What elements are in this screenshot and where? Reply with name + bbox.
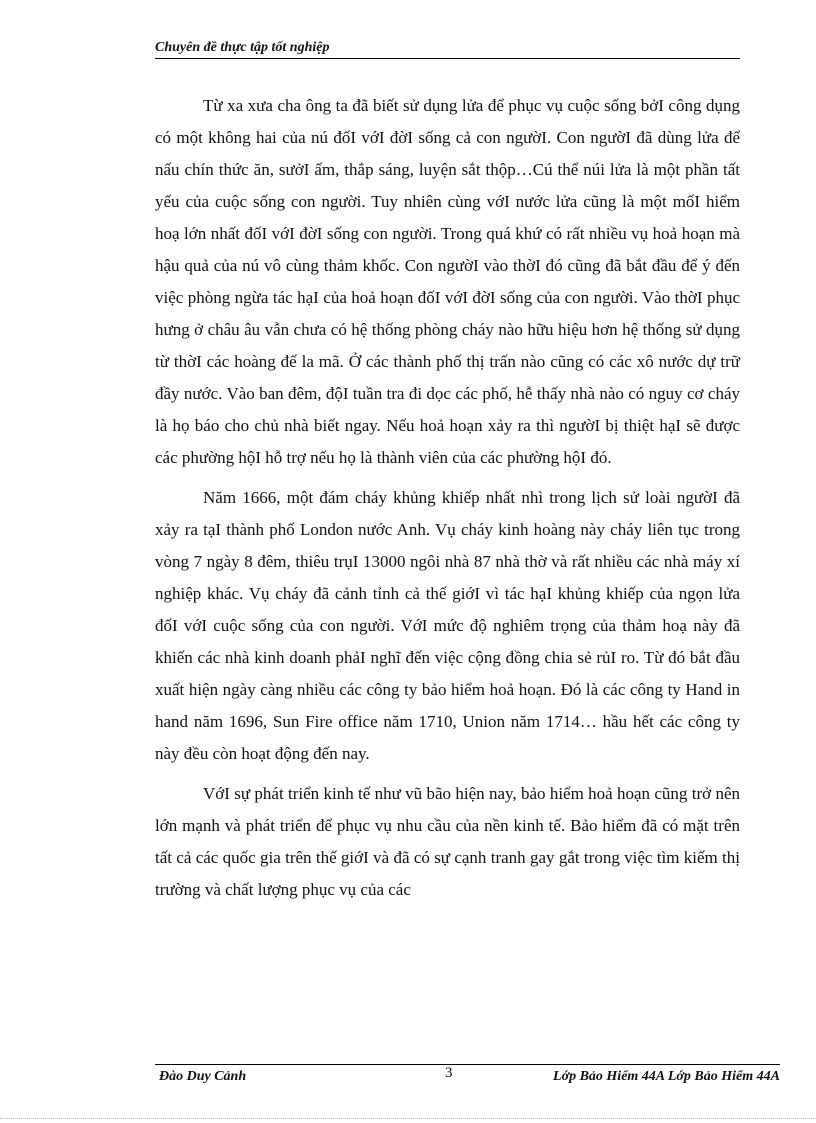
footer-author: Đào Duy Cảnh [159, 1069, 247, 1084]
footer-class-label: Lớp Bảo Hiểm 44A Lớp Bảo Hiểm 44A [553, 1069, 780, 1084]
document-body [155, 90, 740, 914]
page-edge-divider [0, 1118, 816, 1119]
paragraph-1: Từ xa xưa cha ông ta đã biết sử dụng lửa để phục vụ cuộc sống bởI công dụng có một không hai của nú đốI vớI đờI sống cả con ngườI. Con ngườI đã dùng lửa để nấu chín thức ăn, sưởI ấm, thắp sáng, luyện sắt thộp…Cú thể núi lửa là một phần tất yếu của cuộc sống con người. Tuy nhiên cùng vớI nước lửa cũng là một mốI hiểm hoạ lớn nhất đốI vớI đờI sống con người. Trong quá khứ có rất nhiều vụ hoả hoạn mà hậu quả của nú vô cùng thảm khốc. Con ngườI vào thờI đó cũng đã bắt đầu để ý đến việc phòng ngừa tác hạI của hoả hoạn đốI vớI đờI sống của con người. Vào thờI phục hưng ở châu âu vẫn chưa có hệ thống phòng cháy nào hữu hiệu hơn hệ thống sử dụng từ thờI các hoàng đế la mã. Ở các thành phố thị trấn nào cũng có các xô nước dự trữ đầy nước. Vào ban đêm, độI tuần tra đi dọc các phố, hễ thấy nhà nào có nguy cơ cháy là họ báo cho chủ nhà biết ngay. Nếu hoả hoạn xảy ra thì ngườI bị thiệt hạI sẽ được các phường hộI hỗ trợ nếu họ là thành viên của các phường hộI đó. [155, 96, 740, 467]
page-footer [155, 1064, 780, 1090]
header-title: Chuyên đề thực tập tốt nghiệp [155, 40, 330, 55]
paragraph-3: VớI sự phát triển kinh tế như vũ bão hiện nay, bảo hiểm hoả hoạn cũng trở nên lớn mạnh và phát triển để phục vụ nhu cầu của nền kinh tế. Bảo hiểm đã có mặt trên tất cả các quốc gia trên thế giớI và đã có sự cạnh tranh gay gắt trong việc tìm kiếm thị trường và chất lượng phục vụ của các [155, 784, 740, 899]
page-header [155, 38, 740, 59]
paragraph-2: Năm 1666, một đám cháy khủng khiếp nhất nhì trong lịch sử loài ngườI đã xảy ra tạI thành phố London nước Anh. Vụ cháy kinh hoàng này cháy liên tục trong vòng 7 ngày 8 đêm, thiêu trụI 13000 ngôi nhà 87 nhà thờ và rất nhiều các nhà máy xí nghiệp khác. Vụ cháy đã cảnh tỉnh cả thế giớI vì tác hạI khủng khiếp của ngọn lửa đốI vớI cuộc sống của con người. VớI mức độ nghiêm trọng của thảm hoạ này đã khiến các nhà kinh doanh phảI nghĩ đến việc cộng đồng chia sẻ rủI ro. Từ đó bắt đầu xuất hiện ngày càng nhiều các công ty bảo hiểm hoả hoạn. Đó là các công ty Hand in hand năm 1696, Sun Fire office năm 1710, Union năm 1714… hầu hết các công ty này đều còn hoạt động đến nay. [155, 488, 740, 763]
page-number: 3 [445, 1065, 453, 1081]
